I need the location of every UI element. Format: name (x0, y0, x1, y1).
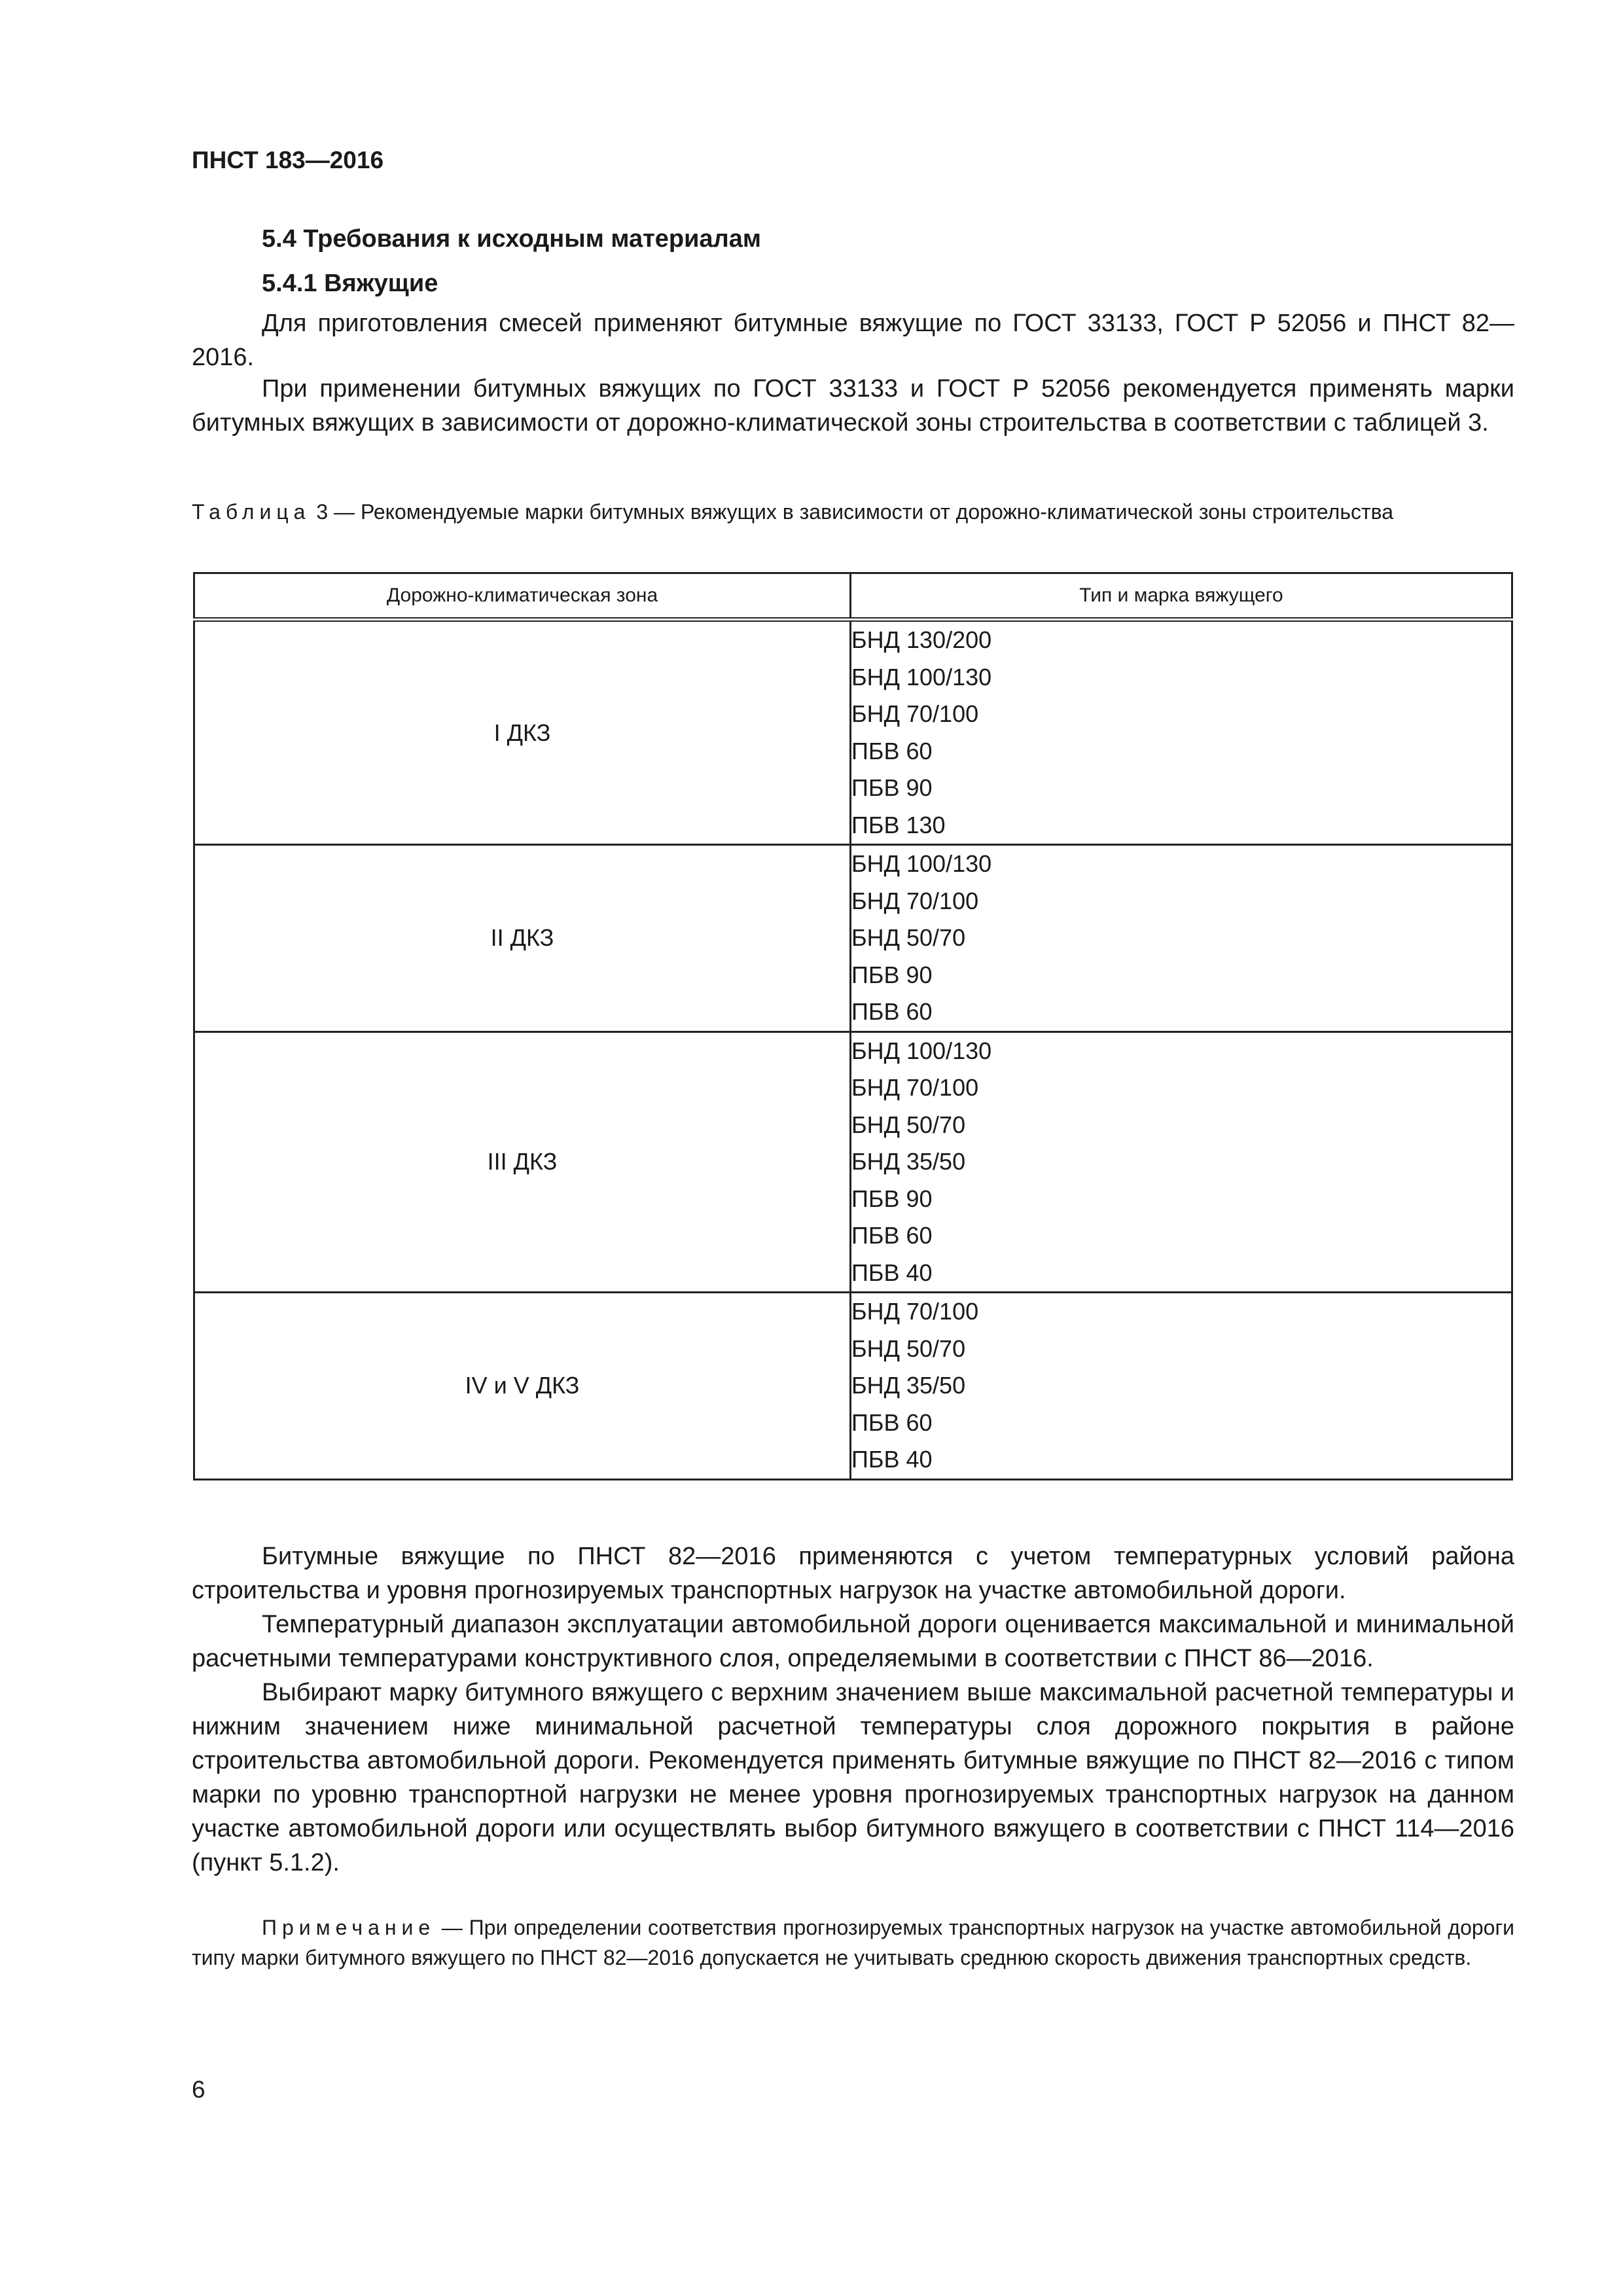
table-caption-label: Таблица (192, 500, 311, 524)
grade-item: ПБВ 40 (851, 1259, 933, 1286)
grade-item: ПБВ 90 (851, 961, 933, 988)
zone-cell: III ДКЗ (194, 1031, 851, 1293)
grade-item: БНД 50/70 (851, 1111, 966, 1138)
grade-item: БНД 50/70 (851, 1335, 966, 1362)
table-row (194, 845, 1512, 1032)
grades-cell (851, 620, 1512, 845)
table-row (194, 1031, 1512, 1293)
subsection-title: 5.4.1 Вяжущие (262, 270, 438, 297)
grade-item: ПБВ 60 (851, 1408, 933, 1436)
document-code: ПНСТ 183—2016 (192, 147, 384, 173)
grade-item: ПБВ 90 (851, 1185, 933, 1212)
grade-item: БНД 130/200 (851, 626, 992, 653)
grades-cell (851, 1031, 1512, 1293)
table-row (194, 1293, 1512, 1480)
grade-item: БНД 35/50 (851, 1372, 966, 1399)
grade-item: ПБВ 60 (851, 1222, 933, 1249)
grade-item: ПБВ 90 (851, 774, 933, 801)
grade-item: БНД 50/70 (851, 924, 966, 951)
note-label: Примечание (262, 1916, 436, 1939)
page-number: 6 (192, 2076, 205, 2103)
grade-item: ПБВ 60 (851, 998, 933, 1025)
note-text: — При определении соответствия прогнозируемых транспортных нагрузок на участке автомобильной дороги типу марки битумного вяжущего по ПНСТ 82—2016 допускается не учитывать среднюю скорость движения транспортных средств. (192, 1916, 1514, 1969)
paragraph-temperature-range: Температурный диапазон эксплуатации автомобильной дороги оценивается максимальной и минимальной расчетными температурами конструктивного слоя, определяемыми в соответствии с ПНСТ 86—2016. (192, 1611, 1514, 1672)
grade-item: БНД 100/130 (851, 1037, 992, 1064)
grade-item: ПБВ 60 (851, 737, 933, 764)
grade-item: БНД 100/130 (851, 663, 992, 691)
grade-item: БНД 70/100 (851, 887, 979, 914)
grade-item: БНД 70/100 (851, 1298, 979, 1325)
column-header-grade: Тип и марка вяжущего (851, 573, 1512, 620)
zone-cell: II ДКЗ (194, 845, 851, 1032)
paragraph-grade-selection: При применении битумных вяжущих по ГОСТ 33133 и ГОСТ Р 52056 рекомендуется применять марки битумных вяжущих в зависимости от дорожно-климатической зоны строительства в соответствии с таблицей 3. (192, 375, 1514, 437)
paragraph-temperature-conditions: Битумные вяжущие по ПНСТ 82—2016 применяются с учетом температурных условий района строительства и уровня прогнозируемых транспортных нагрузок на участке автомобильной дороги. (192, 1543, 1514, 1604)
table-caption-text: 3 — Рекомендуемые марки битумных вяжущих в зависимости от дорожно-климатической зоны строительства (310, 500, 1394, 524)
grade-item: ПБВ 130 (851, 811, 946, 838)
section-title: 5.4 Требования к исходным материалам (262, 225, 761, 253)
table-caption (192, 497, 1514, 526)
column-header-zone: Дорожно-климатическая зона (194, 573, 851, 620)
grades-cell (851, 1293, 1512, 1480)
zone-cell: IV и V ДКЗ (194, 1293, 851, 1480)
grade-item: БНД 100/130 (851, 850, 992, 877)
grades-cell (851, 845, 1512, 1032)
zone-cell: I ДКЗ (194, 620, 851, 845)
paragraph-grade-choice: Выбирают марку битумного вяжущего с верхним значением выше максимальной расчетной температуры и нижним значением ниже минимальной расчетной температуры слоя дорожного покрытия в районе строительства автомобильной дороги. Рекомендуется применять битумные вяжущие по ПНСТ 82—2016 с типом марки по уровню транспортной нагрузки не менее уровня прогнозируемых транспортных нагрузок на данном участке автомобильной дороги или осуществлять выбор битумного вяжущего в соответствии с ПНСТ 114—2016 (пункт 5.1.2). (192, 1679, 1514, 1876)
note (192, 1912, 1514, 1973)
grade-item: БНД 70/100 (851, 700, 979, 727)
paragraph-binders-standards: Для приготовления смесей применяют битумные вяжущие по ГОСТ 33133, ГОСТ Р 52056 и ПНСТ 82—2016. (192, 310, 1514, 371)
grade-item: БНД 70/100 (851, 1074, 979, 1101)
grade-item: ПБВ 40 (851, 1446, 933, 1473)
table-header-row (194, 573, 1512, 620)
grade-item: БНД 35/50 (851, 1148, 966, 1175)
binder-grades-table (193, 572, 1513, 1480)
body-after-table (192, 1539, 1514, 1880)
table-row (194, 620, 1512, 845)
